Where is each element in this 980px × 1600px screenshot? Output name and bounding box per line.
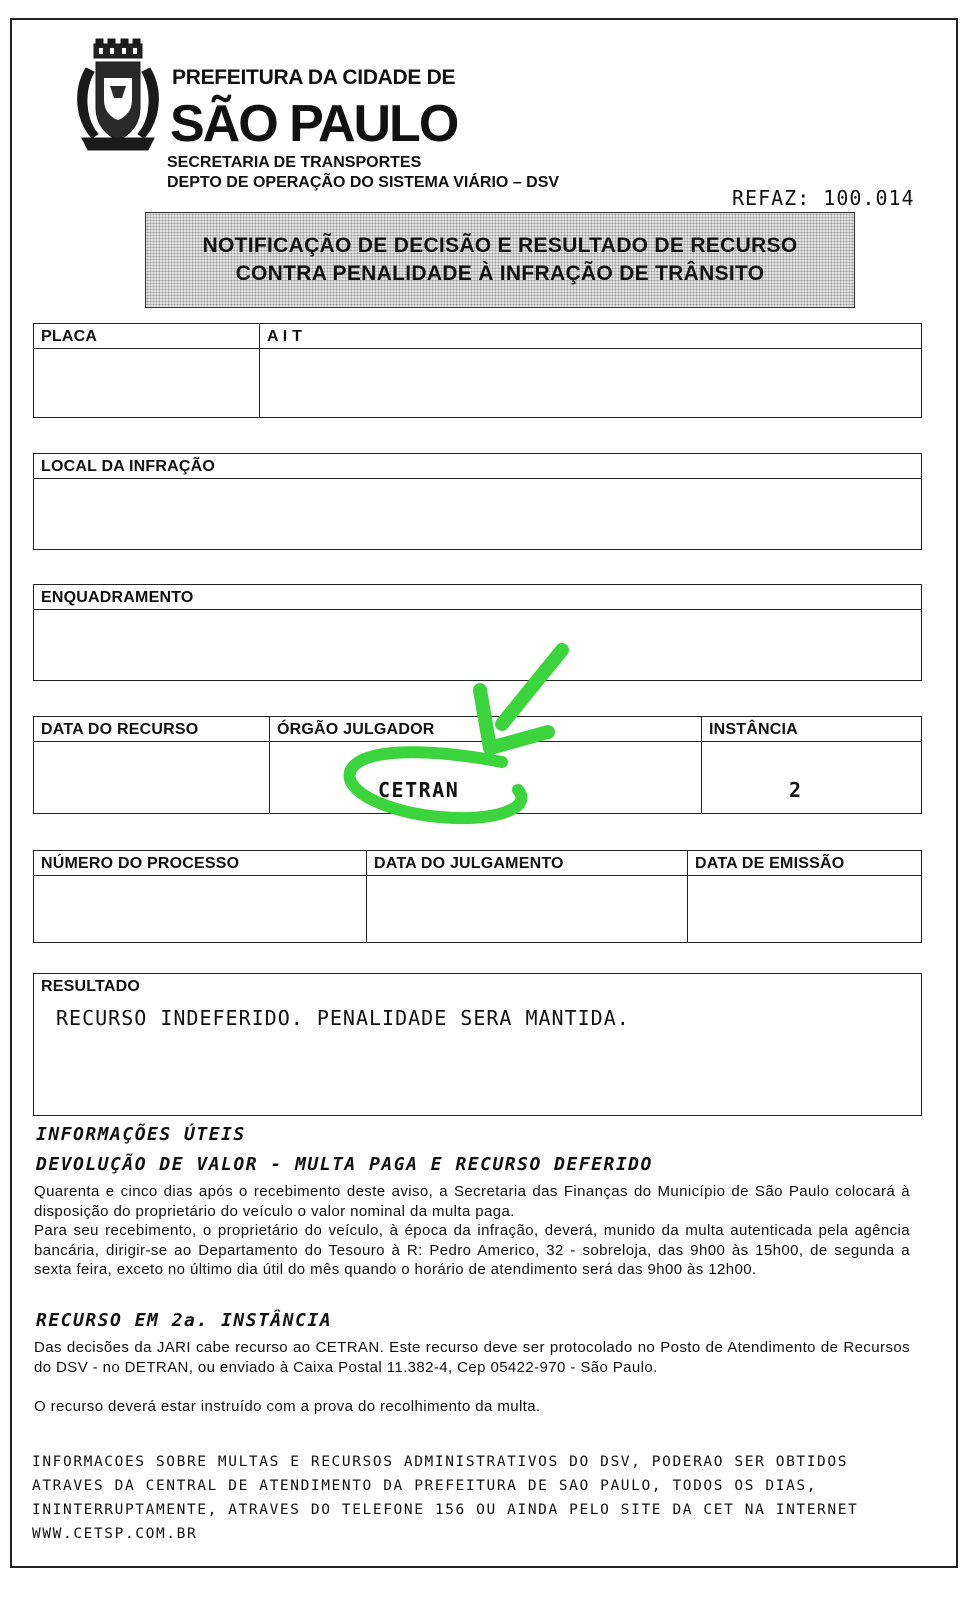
local-box <box>33 453 922 550</box>
data-emissao-cell <box>687 851 921 942</box>
placa-ait-box <box>33 323 922 418</box>
coat-of-arms-icon <box>72 38 164 156</box>
recurso-title: RECURSO EM 2a. INSTÂNCIA <box>36 1310 333 1331</box>
data-julgamento-label: DATA DO JULGAMENTO <box>374 855 564 872</box>
banner-line-2: CONTRA PENALIDADE À INFRAÇÃO DE TRÂNSITO <box>235 262 765 285</box>
recurso-paragraph-1: Das decisões da JARI cabe recurso ao CETRAN. Este recurso deve ser protocolado no Posto de Atendimento de Recursos do DSV - no DETRAN, ou enviado à Caixa Postal 11.382-4, Cep 05422-970 - São Paulo. <box>34 1339 910 1376</box>
instancia-label: INSTÂNCIA <box>709 721 798 738</box>
local-label: LOCAL DA INFRAÇÃO <box>41 458 216 475</box>
department-name: DEPTO DE OPERAÇÃO DO SISTEMA VIÁRIO – DSV <box>167 174 560 191</box>
data-recurso-label: DATA DO RECURSO <box>41 721 199 738</box>
devolucao-title: DEVOLUÇÃO DE VALOR - MULTA PAGA E RECURSO DEFERIDO <box>36 1154 653 1175</box>
refaz-code: REFAZ: 100.014 <box>732 186 915 210</box>
orgao-value: CETRAN <box>378 778 460 802</box>
secretaria-name: SECRETARIA DE TRANSPORTES <box>167 154 422 171</box>
instancia-value: 2 <box>789 778 803 802</box>
resultado-box <box>33 973 922 1116</box>
city-name: SÃO PAULO <box>170 95 458 153</box>
notification-banner <box>145 212 855 308</box>
banner-line-1: NOTIFICAÇÃO DE DECISÃO E RESULTADO DE RECURSO <box>202 234 798 257</box>
numero-processo-label: NÚMERO DO PROCESSO <box>41 855 240 872</box>
info-title: INFORMAÇÕES ÚTEIS <box>36 1124 246 1145</box>
instancia-cell <box>701 717 921 813</box>
ait-label: A I T <box>267 328 303 345</box>
enquadramento-label: ENQUADRAMENTO <box>41 589 194 606</box>
green-arrow-highlight-icon <box>330 640 590 840</box>
numero-processo-cell <box>34 851 366 942</box>
placa-label: PLACA <box>41 328 98 345</box>
devolucao-paragraph-1: Quarenta e cinco dias após o recebimento deste aviso, a Secretaria das Finanças do Município de São Paulo colocará à disposição do proprietário do veículo o valor nominal da multa paga. <box>34 1183 910 1220</box>
orgao-label: ÓRGÃO JULGADOR <box>277 721 435 738</box>
ait-cell <box>259 324 921 417</box>
devolucao-paragraph-2: Para seu recebimento, o proprietário do veículo, à época da infração, deverá, munido da multa autenticada pela agência bancária, dirigir-se ao Departamento do Tesouro à R: Pedro Americo, 32 - sobreloja, das 9h00 às 15h00, de segunda a sexta feira, exceto no último dia útil do mês quando o horário de atendimento será das 9h00 às 12h00. <box>34 1222 910 1278</box>
processo-box <box>33 850 922 943</box>
data-emissao-label: DATA DE EMISSÃO <box>695 855 845 872</box>
data-recurso-cell <box>34 717 269 813</box>
resultado-value: RECURSO INDEFERIDO. PENALIDADE SERA MANTIDA. <box>56 1006 630 1030</box>
resultado-label: RESULTADO <box>41 978 140 995</box>
footer-info: INFORMACOES SOBRE MULTAS E RECURSOS ADMINISTRATIVOS DO DSV, PODERAO SER OBTIDOS ATRAVES DA CENTRAL DE ATENDIMENTO DA PREFEITURA DE SAO PAULO, TODOS OS DIAS, ININTERRUPTAMENTE, ATRAVES DO TELEFONE 156 OU AINDA PELO SITE DA CET NA INTERNET WWW.CETSP.COM.BR <box>32 1454 859 1542</box>
prefeitura-title: PREFEITURA DA CIDADE DE <box>172 66 456 89</box>
placa-cell <box>34 324 259 417</box>
data-julgamento-cell <box>366 851 687 942</box>
recurso-paragraph-2: O recurso deverá estar instruído com a prova do recolhimento da multa. <box>34 1398 541 1415</box>
